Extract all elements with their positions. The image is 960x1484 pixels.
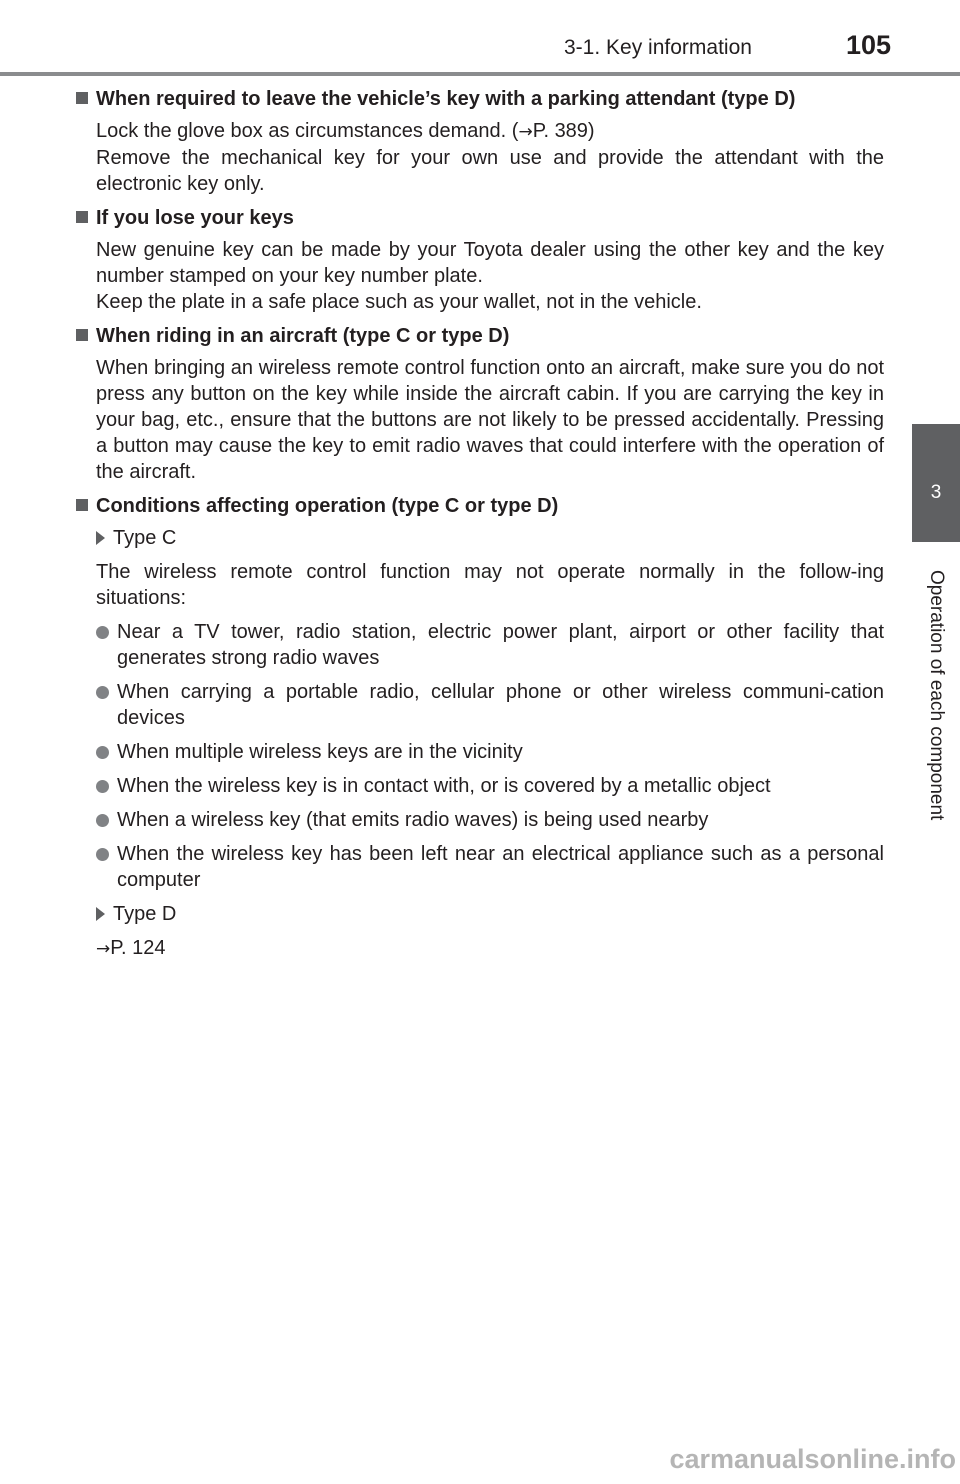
list-item [96,841,884,893]
chapter-title: Operation of each component [926,569,947,821]
chapter-number: 3 [930,482,942,503]
page-number: 105 [846,30,892,60]
page-content [76,86,884,970]
list-item [96,619,884,671]
heading-text: If you lose your keys [96,207,294,229]
header-divider [0,72,960,76]
list-item-text: When a wireless key (that emits radio waves) is being used nearby [117,809,709,831]
type-label-text: Type C [113,527,177,549]
square-bullet-icon [76,92,88,104]
section-body [96,118,884,197]
list-item [96,807,884,833]
right-arrow-icon: → [518,122,533,142]
type-c-label [96,525,884,551]
list-item-text: When multiple wireless keys are in the vicinity [117,741,523,763]
page-reference-line [96,935,884,962]
chapter-tab [912,424,960,542]
triangle-bullet-icon [96,531,105,545]
conditions-intro: The wireless remote control function may not operate normally in the follow-ing situations: [96,561,884,609]
section-aircraft [76,323,884,485]
list-item-text: When carrying a portable radio, cellular phone or other wireless communi-cation devices [117,681,884,729]
section-heading [76,205,884,231]
circle-bullet-icon [96,746,109,759]
section-conditions [76,493,884,962]
paragraph: Remove the mechanical key for your own use and provide the attendant with the electronic key only. [96,147,884,195]
paragraph-text: Lock the glove box as circumstances demand. ( [96,120,519,142]
heading-text: When required to leave the vehicle’s key with a parking attendant (type D) [96,88,796,110]
section-heading [76,493,884,519]
list-item-text: When the wireless key has been left near an electrical appliance such as a personal computer [117,843,884,891]
circle-bullet-icon [96,780,109,793]
list-item [96,773,884,799]
paragraph [96,118,884,145]
section-heading [76,323,884,349]
paragraph: When bringing an wireless remote control function onto an aircraft, make sure you do not press any button on the key while inside the aircraft cabin. If you are carrying the key in your bag, etc., ensure that the buttons are not likely to be pressed accidentally. Pressing a button may cause the key to emit radio waves that could interfere with the operation of the aircraft. [96,357,884,483]
heading-text: Conditions affecting operation (type C or type D) [96,495,559,517]
paragraph: New genuine key can be made by your Toyota dealer using the other key and the key number stamped on your key number plate. [96,239,884,287]
section-lose-keys [76,205,884,315]
square-bullet-icon [76,211,88,223]
list-item-text: When the wireless key is in contact with, or is covered by a metallic object [117,775,771,797]
circle-bullet-icon [96,814,109,827]
page-reference: P. 124 [110,937,166,959]
list-item [96,679,884,731]
section-heading [76,86,884,112]
right-arrow-icon: → [96,939,111,959]
list-item-text: Near a TV tower, radio station, electric power plant, airport or other facility that generates strong radio waves [117,621,884,669]
square-bullet-icon [76,499,88,511]
section-body [96,237,884,315]
chapter-title-container [912,542,960,848]
circle-bullet-icon [96,686,109,699]
type-label-text: Type D [113,903,177,925]
watermark: carmanualsonline.info [669,1444,956,1474]
circle-bullet-icon [96,626,109,639]
list-item [96,739,884,765]
paragraph: Keep the plate in a safe place such as your wallet, not in the vehicle. [96,291,702,313]
type-d-label [96,901,884,927]
heading-text: When riding in an aircraft (type C or type D) [96,325,510,347]
circle-bullet-icon [96,848,109,861]
header-section-title: 3-1. Key information [564,36,752,59]
section-parking-attendant [76,86,884,197]
triangle-bullet-icon [96,907,105,921]
page-reference: P. 389) [532,120,595,142]
square-bullet-icon [76,329,88,341]
section-body [96,355,884,485]
